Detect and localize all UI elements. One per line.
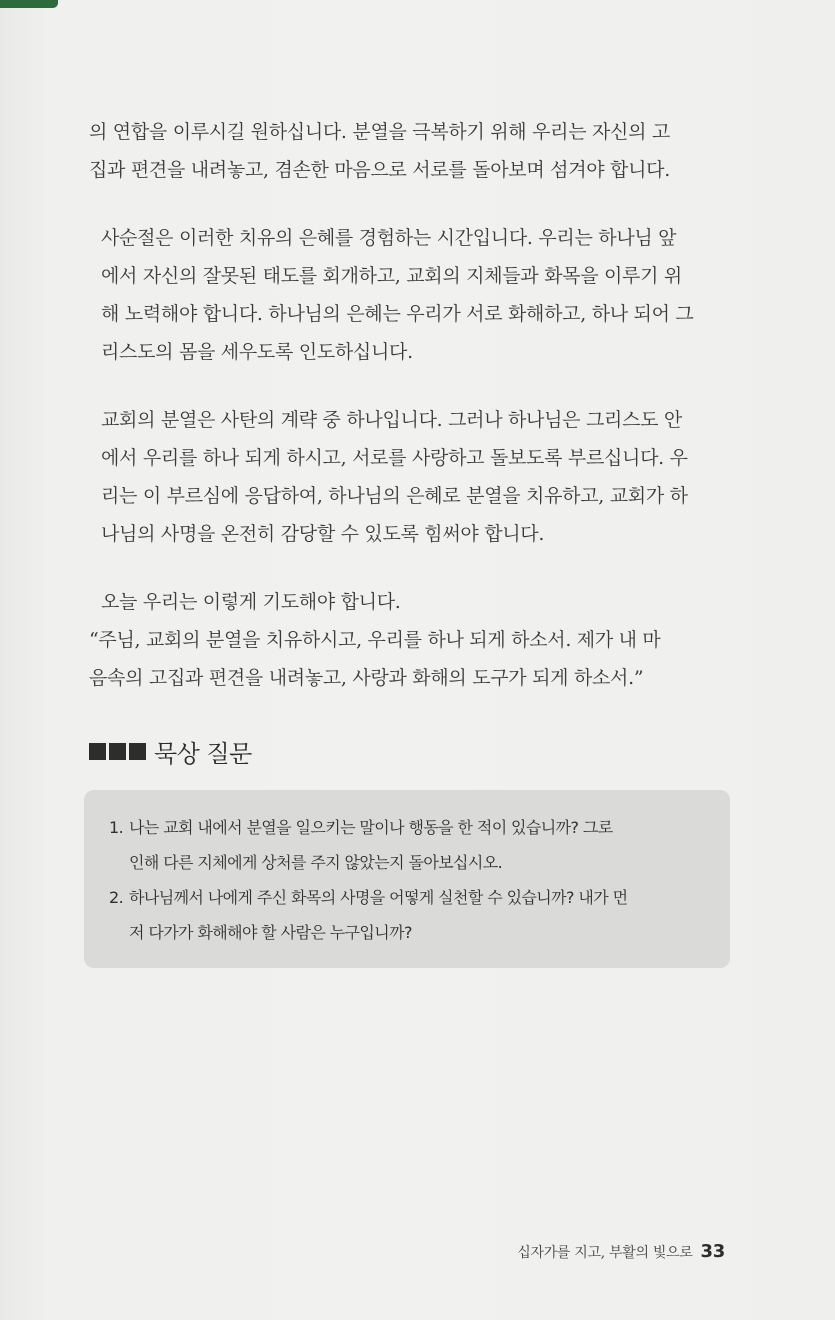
- running-title: 십자가를 지고, 부활의 빛으로: [517, 1245, 693, 1261]
- text-line: 해 노력해야 합니다. 하나님의 은혜는 우리가 서로 화해하고, 하나 되어 그: [101, 303, 694, 325]
- square-bullets-icon: [89, 743, 146, 760]
- prayer-line: “주님, 교회의 분열을 치유하시고, 우리를 하나 되게 하소서. 제가 내 마: [89, 629, 661, 651]
- question-item: [109, 880, 706, 950]
- text-line: 교회의 분열은 사탄의 계략 중 하나입니다. 그러나 하나님은 그리스도 안: [101, 409, 682, 431]
- paragraph: [89, 219, 729, 371]
- prayer-line: 음속의 고집과 편견을 내려놓고, 사랑과 화해의 도구가 되게 하소서.”: [89, 667, 644, 689]
- question-line: 하나님께서 나에게 주신 화목의 사명을 어떻게 실천할 수 있습니까? 내가 먼: [129, 888, 628, 907]
- paragraph: [89, 583, 729, 697]
- question-line: 저 다가가 화해해야 할 사람은 누구입니까?: [129, 923, 412, 942]
- question-line: 인해 다른 지체에게 상처를 주지 않았는지 돌아보십시오.: [129, 853, 503, 872]
- text-line: 에서 우리를 하나 되게 하시고, 서로를 사랑하고 돌보도록 부르십니다. 우: [101, 447, 688, 469]
- text-line: 리스도의 몸을 세우도록 인도하십니다.: [101, 341, 413, 363]
- body-text: [89, 113, 729, 697]
- section-heading: [89, 734, 252, 768]
- text-line: 리는 이 부르심에 응답하여, 하나님의 은혜로 분열을 치유하고, 교회가 하: [101, 485, 688, 507]
- question-number: 2.: [109, 888, 124, 907]
- question-number: 1.: [109, 818, 124, 837]
- text-line: 집과 편견을 내려놓고, 겸손한 마음으로 서로를 돌아보며 섬겨야 합니다.: [89, 159, 670, 181]
- paragraph: [89, 401, 729, 553]
- page-footer: [517, 1241, 725, 1262]
- section-title: 묵상 질문: [154, 739, 252, 768]
- text-line: 사순절은 이러한 치유의 은혜를 경험하는 시간입니다. 우리는 하나님 앞: [101, 227, 677, 249]
- cover-corner-tab: [0, 0, 58, 8]
- text-line: 에서 자신의 잘못된 태도를 회개하고, 교회의 지체들과 화목을 이루기 위: [101, 265, 682, 287]
- page-number: 33: [700, 1241, 725, 1262]
- text-line: 나님의 사명을 온전히 감당할 수 있도록 힘써야 합니다.: [101, 523, 545, 545]
- text-line: 의 연합을 이루시길 원하십니다. 분열을 극복하기 위해 우리는 자신의 고: [89, 121, 670, 143]
- question-box: [84, 790, 730, 968]
- question-item: [109, 810, 706, 880]
- text-line: 오늘 우리는 이렇게 기도해야 합니다.: [101, 591, 401, 613]
- paragraph: [89, 113, 729, 189]
- question-line: 나는 교회 내에서 분열을 일으키는 말이나 행동을 한 적이 있습니까? 그로: [129, 818, 613, 837]
